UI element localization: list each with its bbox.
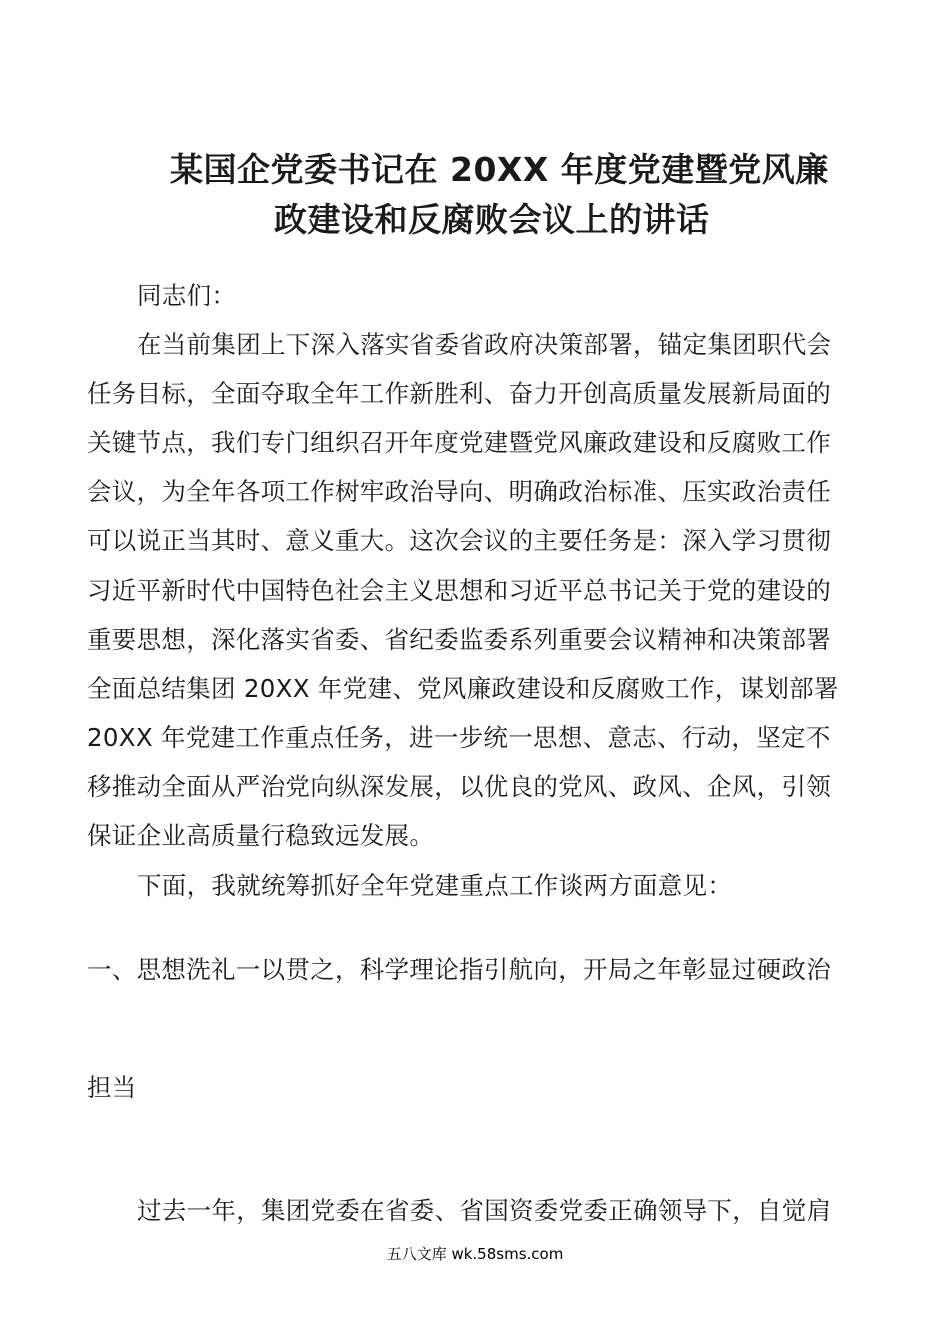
paragraph-1-line: 关键节点，我们专门组织召开年度党建暨党风廉政建设和反腐败工作 xyxy=(87,428,831,457)
salutation: 同志们： xyxy=(137,281,237,310)
section-heading-1-line-1: 一、思想洗礼一以贯之，科学理论指引航向，开局之年彰显过硬政治 xyxy=(87,955,831,984)
paragraph-1-line: 全面总结集团 20XX 年党建、党风廉政建设和反腐败工作，谋划部署 xyxy=(87,674,839,703)
paragraph-1-line: 可以说正当其时、意义重大。这次会议的主要任务是：深入学习贯彻 xyxy=(87,526,831,555)
footer-watermark: 五八文库 wk.58sms.com xyxy=(386,1245,564,1263)
paragraph-1-line: 保证企业高质量行稳致远发展。 xyxy=(87,821,435,850)
paragraph-1-line: 在当前集团上下深入落实省委省政府决策部署，锚定集团职代会 xyxy=(137,330,832,359)
paragraph-1-line: 20XX 年党建工作重点任务，进一步统一思想、意志、行动，坚定不 xyxy=(87,723,831,752)
paragraph-1-line: 重要思想，深化落实省委、省纪委监委系列重要会议精神和决策部署 xyxy=(87,625,831,654)
document-title-line-1: 某国企党委书记在 20XX 年度党建暨党风廉 xyxy=(170,150,829,189)
document-title-line-2: 政建设和反腐败会议上的讲话 xyxy=(274,200,710,239)
paragraph-2: 下面，我就统筹抓好全年党建重点工作谈两方面意见： xyxy=(137,871,733,900)
section-heading-1-line-2: 担当 xyxy=(87,1073,137,1102)
paragraph-1-line: 习近平新时代中国特色社会主义思想和习近平总书记关于党的建设的 xyxy=(87,576,831,605)
paragraph-1-line: 任务目标，全面夺取全年工作新胜利、奋力开创高质量发展新局面的 xyxy=(87,379,831,408)
paragraph-1-line: 会议，为全年各项工作树牢政治导向、明确政治标准、压实政治责任 xyxy=(87,477,831,506)
paragraph-1-line: 移推动全面从严治党向纵深发展，以优良的党风、政风、企风，引领 xyxy=(87,772,831,801)
paragraph-3-line: 过去一年，集团党委在省委、省国资委党委正确领导下，自觉肩 xyxy=(137,1196,832,1225)
